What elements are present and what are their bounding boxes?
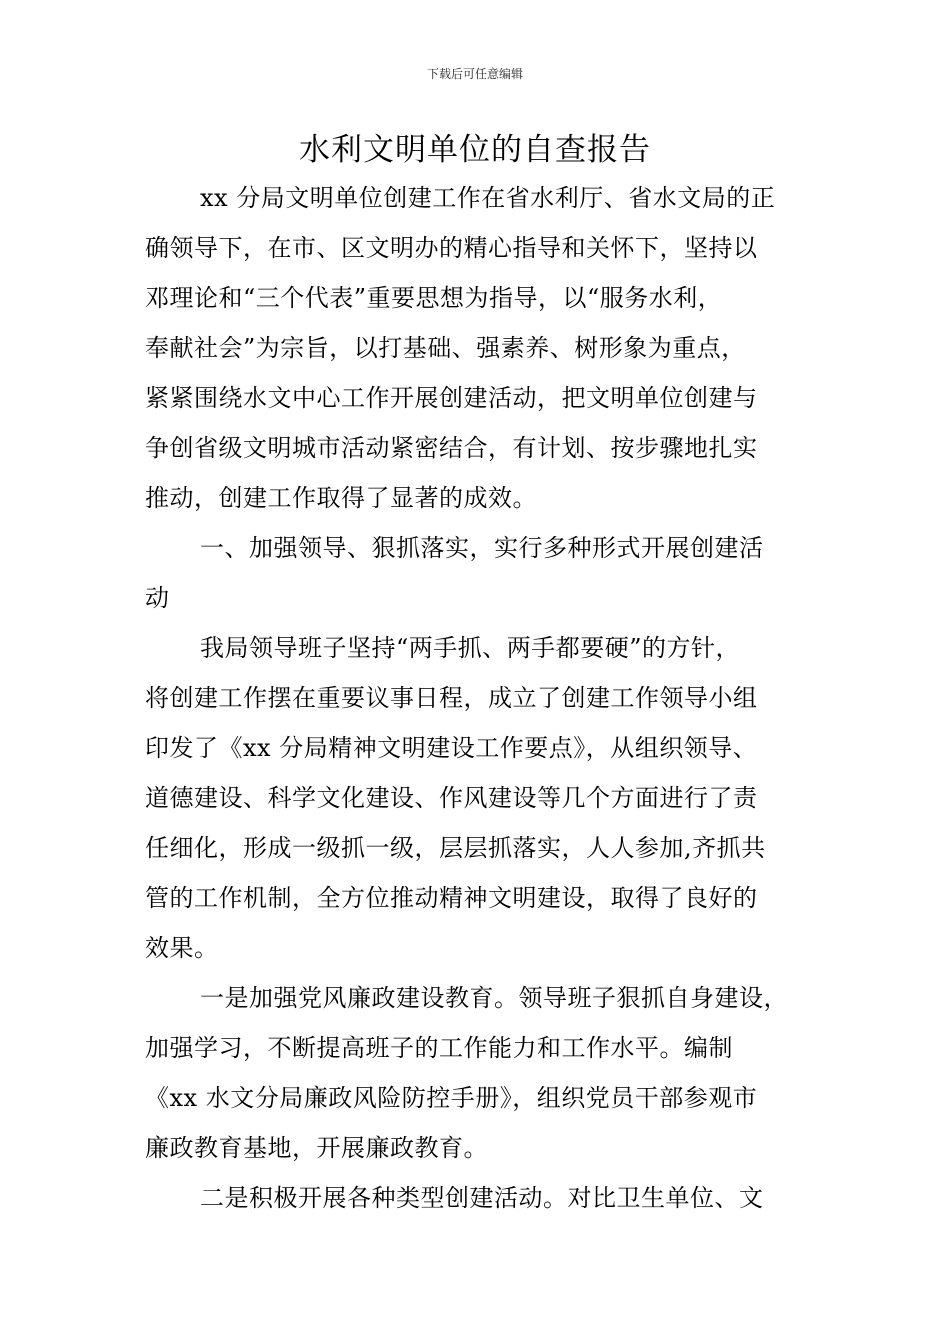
paragraph-line: 廉政教育基地，开展廉政教育。 xyxy=(145,1134,488,1162)
paragraph-line: 印发了《xx 分局精神文明建设工作要点》，从组织领导、 xyxy=(145,734,758,762)
paragraph-line: 道德建设、科学文化建设、作风建设等几个方面进行了责 xyxy=(145,784,758,812)
paragraph-line: 确领导下，在市、区文明办的精心指导和关怀下，坚持以 xyxy=(145,234,758,262)
paragraph-line: 效果。 xyxy=(145,934,219,962)
paragraph-line: 争创省级文明城市活动紧密结合，有计划、按步骤地扎实 xyxy=(145,434,758,462)
paragraph-line: 二是积极开展各种类型创建活动。对比卫生单位、文 xyxy=(200,1184,764,1212)
paragraph-line: 将创建工作摆在重要议事日程，成立了创建工作领导小组 xyxy=(145,684,758,712)
section-heading-line: 动 xyxy=(145,584,170,612)
paragraph-line: 加强学习，不断提高班子的工作能力和工作水平。编制 xyxy=(145,1034,733,1062)
paragraph-line: 一是加强党风廉政建设教育。领导班子狠抓自身建设， xyxy=(200,984,788,1012)
paragraph-line: xx 分局文明单位创建工作在省水利厅、省水文局的正 xyxy=(200,184,776,212)
paragraph-line: 《xx 水文分局廉政风险防控手册》，组织党员干部参观市 xyxy=(145,1084,758,1112)
paragraph-line: 管的工作机制，全方位推动精神文明建设，取得了良好的 xyxy=(145,884,758,912)
page-header-note: 下载后可任意编辑 xyxy=(426,67,523,81)
paragraph-line: 紧紧围绕水文中心工作开展创建活动，把文明单位创建与 xyxy=(145,384,758,412)
paragraph-line: 我局领导班子坚持“两手抓、两手都要硬”的方针， xyxy=(200,634,741,662)
document-title: 水利文明单位的自查报告 xyxy=(299,132,651,168)
section-heading-line: 一、加强领导、狠抓落实，实行多种形式开展创建活 xyxy=(200,534,764,562)
paragraph-line: 奉献社会”为宗旨，以打基础、强素养、树形象为重点， xyxy=(145,334,746,362)
paragraph-line: 推动，创建工作取得了显著的成效。 xyxy=(145,484,537,512)
paragraph-line: 邓理论和“三个代表”重要思想为指导，以“服务水利， xyxy=(145,284,723,312)
paragraph-line: 任细化，形成一级抓一级，层层抓落实，人人参加,齐抓共 xyxy=(145,834,766,862)
